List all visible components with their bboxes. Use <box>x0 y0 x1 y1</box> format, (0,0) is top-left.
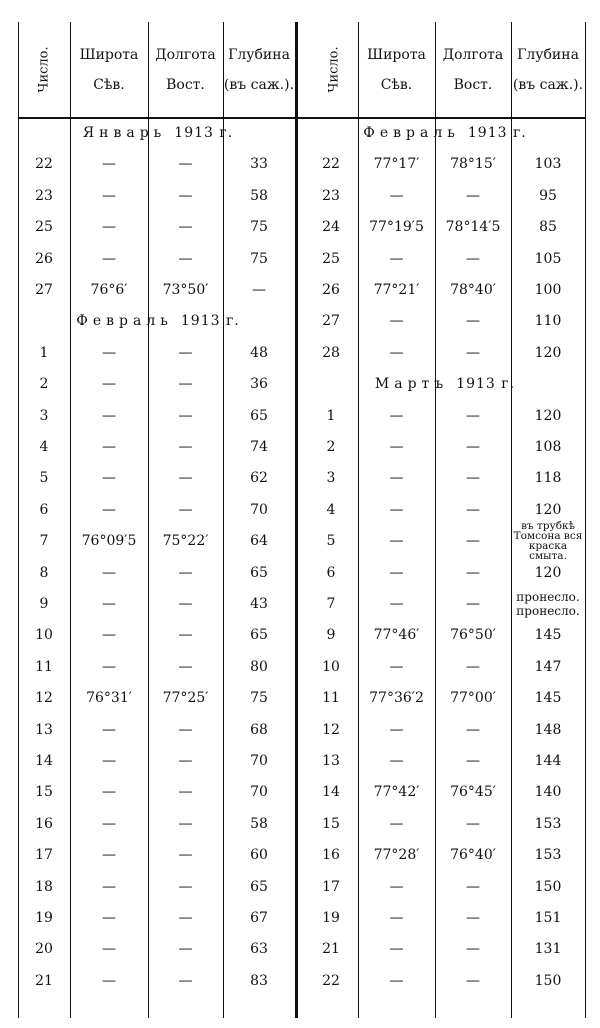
row-depth: 70 <box>250 752 268 769</box>
row-longitude: — <box>178 721 193 738</box>
row-longitude: 77°00′ <box>450 689 496 706</box>
row-number: 16 <box>35 815 53 832</box>
row-longitude: — <box>178 187 193 204</box>
row-longitude: — <box>178 940 193 957</box>
table-row <box>304 462 586 493</box>
row-latitude: — <box>389 407 404 424</box>
row-number: 9 <box>39 595 49 612</box>
row-number: 19 <box>35 909 53 926</box>
table-row <box>304 180 586 211</box>
row-latitude: — <box>102 501 116 518</box>
row-number: 18 <box>35 878 53 895</box>
row-latitude: — <box>102 407 116 424</box>
left-table <box>18 22 298 1018</box>
row-latitude: — <box>102 658 116 675</box>
row-number: 10 <box>322 658 340 675</box>
row-longitude: — <box>178 595 193 612</box>
row-depth: 75 <box>250 250 268 267</box>
row-depth: 103 <box>534 155 562 172</box>
row-latitude: — <box>389 878 404 895</box>
row-longitude: 75°22′ <box>162 532 209 549</box>
row-latitude: — <box>389 564 404 581</box>
row-number: 12 <box>322 721 340 738</box>
row-longitude: 73°50′ <box>162 281 209 298</box>
row-depth: 110 <box>534 312 562 329</box>
table-row <box>18 462 298 493</box>
header-longitude <box>148 22 223 117</box>
row-longitude: — <box>466 250 480 267</box>
table-row <box>304 337 586 368</box>
row-latitude: — <box>389 501 404 518</box>
row-number: 23 <box>35 187 53 204</box>
table-row <box>304 243 586 274</box>
row-depth: 150 <box>534 972 562 989</box>
row-longitude: — <box>466 187 480 204</box>
table-row <box>18 211 298 242</box>
row-number: 26 <box>322 281 340 298</box>
row-latitude: — <box>102 438 116 455</box>
row-number: 9 <box>326 626 336 643</box>
header-longitude-line1: Долгота <box>442 46 504 63</box>
row-depth: 74 <box>250 438 268 455</box>
row-latitude: — <box>102 940 116 957</box>
row-latitude: — <box>102 595 116 612</box>
row-number: 6 <box>39 501 49 518</box>
row-longitude: — <box>178 815 193 832</box>
row-depth: 58 <box>250 815 268 832</box>
header-depth-line2: (въ саж.). <box>512 76 584 93</box>
row-depth: 70 <box>250 783 268 800</box>
row-latitude: — <box>102 783 116 800</box>
month-name: Январь <box>82 124 167 141</box>
row-longitude: — <box>466 501 480 518</box>
row-number: 21 <box>322 940 340 957</box>
row-number: 14 <box>35 752 53 769</box>
row-latitude: — <box>102 344 116 361</box>
row-latitude: 76°31′ <box>86 689 132 706</box>
row-depth: 64 <box>250 532 268 549</box>
table-row <box>304 211 586 242</box>
row-depth: 120 <box>534 564 562 581</box>
table-row <box>18 588 298 619</box>
row-depth: 147 <box>534 658 562 675</box>
depth-sounding-table <box>18 22 586 1018</box>
row-longitude: — <box>466 469 480 486</box>
row-latitude: — <box>389 595 404 612</box>
month-year: 1913 г. <box>456 375 516 392</box>
month-name: Февраль <box>76 312 173 329</box>
header-number-text: Число. <box>326 46 342 93</box>
row-latitude: 77°36′2 <box>369 689 424 706</box>
row-number: 4 <box>326 501 336 518</box>
table-row <box>18 180 298 211</box>
row-longitude: — <box>178 155 193 172</box>
row-longitude: — <box>466 940 480 957</box>
table-row <box>18 933 298 964</box>
row-latitude: — <box>102 752 116 769</box>
month-year: 1913 г. <box>180 312 240 329</box>
row-latitude: — <box>102 469 116 486</box>
table-row <box>18 243 298 274</box>
row-depth: 131 <box>534 940 562 957</box>
row-number: 19 <box>322 909 340 926</box>
table-row <box>18 557 298 588</box>
row-number: 11 <box>322 689 340 706</box>
row-depth: 148 <box>534 721 562 738</box>
row-depth: 65 <box>250 564 268 581</box>
row-number: 5 <box>326 532 336 549</box>
header-latitude-line2: Сѣв. <box>93 76 125 93</box>
row-depth: 33 <box>250 155 268 172</box>
row-number: 22 <box>322 972 340 989</box>
row-number: 11 <box>35 658 53 675</box>
row-number: 14 <box>322 783 340 800</box>
row-longitude: 76°45′ <box>450 783 496 800</box>
table-row <box>304 933 586 964</box>
row-longitude: — <box>466 532 480 549</box>
row-longitude: — <box>178 564 193 581</box>
table-row <box>304 776 586 807</box>
table-row <box>304 871 586 902</box>
row-longitude: — <box>178 469 193 486</box>
row-latitude: — <box>102 815 116 832</box>
table-row <box>304 839 586 870</box>
table-row <box>18 525 298 556</box>
row-depth: 65 <box>250 878 268 895</box>
row-depth: 80 <box>250 658 268 675</box>
row-depth: 118 <box>534 469 562 486</box>
row-number: 1 <box>326 407 336 424</box>
row-longitude: — <box>178 375 193 392</box>
row-number: 10 <box>35 626 53 643</box>
row-longitude: — <box>178 501 193 518</box>
row-longitude: — <box>466 438 480 455</box>
table-row <box>304 557 586 588</box>
header-latitude-line1: Широта <box>79 46 139 63</box>
header-depth <box>223 22 295 117</box>
table-row <box>18 274 298 305</box>
header-number-text: Число. <box>36 46 52 93</box>
row-latitude: — <box>389 940 404 957</box>
table-row <box>304 588 586 619</box>
row-longitude: — <box>178 218 193 235</box>
row-latitude: — <box>102 878 116 895</box>
row-depth: 145 <box>534 626 562 643</box>
month-section-heading <box>18 305 298 336</box>
row-number: 8 <box>39 564 49 581</box>
row-longitude: 78°40′ <box>450 281 496 298</box>
row-latitude: — <box>389 469 404 486</box>
row-latitude: — <box>389 721 404 738</box>
table-row <box>18 714 298 745</box>
row-number: 17 <box>35 846 53 863</box>
row-longitude: — <box>178 972 193 989</box>
table-row <box>304 714 586 745</box>
table-row <box>18 745 298 776</box>
row-number: 5 <box>39 469 49 486</box>
row-latitude: 76°6′ <box>90 281 128 298</box>
row-depth: 108 <box>534 438 562 455</box>
table-row <box>304 808 586 839</box>
header-longitude-line2: Вост. <box>453 76 493 93</box>
row-depth: 43 <box>250 595 268 612</box>
table-row <box>18 682 298 713</box>
row-depth: 120 <box>534 407 562 424</box>
header-latitude-line2: Сѣв. <box>380 76 413 93</box>
table-row <box>18 839 298 870</box>
header-depth-line1: Глубина <box>517 46 579 63</box>
table-row <box>18 431 298 462</box>
row-longitude: — <box>178 407 193 424</box>
row-depth: 63 <box>250 940 268 957</box>
row-latitude: — <box>102 250 116 267</box>
table-row <box>304 519 586 562</box>
row-longitude: 76°40′ <box>450 846 496 863</box>
table-row <box>304 400 586 431</box>
row-number: 2 <box>39 375 49 392</box>
row-latitude: — <box>102 218 116 235</box>
row-latitude: — <box>389 972 404 989</box>
row-number: 15 <box>35 783 53 800</box>
row-longitude: — <box>466 815 480 832</box>
row-latitude: 77°42′ <box>373 783 420 800</box>
row-number: 13 <box>35 721 53 738</box>
row-longitude: — <box>466 595 480 612</box>
header-latitude-line1: Широта <box>367 46 426 63</box>
row-longitude: — <box>466 972 480 989</box>
row-latitude: — <box>389 250 404 267</box>
row-depth: въ трубкѣ Томсона вся краска смыта. <box>513 519 583 562</box>
table-row <box>18 494 298 525</box>
right-table <box>304 22 586 1018</box>
row-number: 3 <box>326 469 336 486</box>
row-longitude: — <box>466 878 480 895</box>
row-depth: 85 <box>539 218 557 235</box>
row-number: 20 <box>35 940 53 957</box>
row-longitude: 78°14′5 <box>445 218 501 235</box>
row-latitude: — <box>102 721 116 738</box>
row-number: 25 <box>322 250 340 267</box>
row-depth: 65 <box>250 407 268 424</box>
row-number: 28 <box>322 344 340 361</box>
table-row <box>304 902 586 933</box>
row-depth: 151 <box>534 909 562 926</box>
row-depth: 105 <box>534 250 562 267</box>
row-longitude: — <box>466 909 480 926</box>
row-number: 7 <box>326 595 336 612</box>
header-depth-line2: (въ саж.). <box>223 76 295 93</box>
header-depth-line1: Глубина <box>228 46 290 63</box>
row-latitude: — <box>389 344 404 361</box>
row-latitude: 77°21′ <box>373 281 420 298</box>
row-latitude: — <box>102 155 116 172</box>
row-latitude: — <box>389 909 404 926</box>
header-number <box>316 22 352 117</box>
row-longitude: 78°15′ <box>450 155 496 172</box>
row-number: 16 <box>322 846 340 863</box>
row-latitude: — <box>102 972 116 989</box>
row-depth: 58 <box>250 187 268 204</box>
row-longitude: — <box>466 752 480 769</box>
row-number: 22 <box>322 155 340 172</box>
table-row <box>304 274 586 305</box>
row-longitude: 76°50′ <box>450 626 496 643</box>
table-row <box>18 368 298 399</box>
row-number: 4 <box>39 438 49 455</box>
row-longitude: — <box>178 783 193 800</box>
table-row <box>304 651 586 682</box>
row-latitude: — <box>389 815 404 832</box>
row-number: 25 <box>35 218 53 235</box>
month-year: 1913 г. <box>467 124 527 141</box>
row-latitude: 77°46′ <box>373 626 420 643</box>
row-number: 27 <box>322 312 340 329</box>
table-row <box>18 651 298 682</box>
row-longitude: — <box>178 250 193 267</box>
table-row <box>18 619 298 650</box>
row-latitude: — <box>102 187 116 204</box>
row-depth: 153 <box>534 846 562 863</box>
row-longitude: — <box>466 658 480 675</box>
table-row <box>304 619 586 650</box>
row-number: 21 <box>35 972 53 989</box>
row-depth: 140 <box>534 783 562 800</box>
row-depth: 75 <box>250 218 268 235</box>
header-longitude-line2: Вост. <box>166 76 205 93</box>
header-longitude-line1: Долгота <box>155 46 216 63</box>
row-latitude: — <box>389 187 404 204</box>
row-longitude: — <box>178 626 193 643</box>
table-row <box>18 776 298 807</box>
row-latitude: 77°28′ <box>373 846 420 863</box>
row-depth: 62 <box>250 469 268 486</box>
row-number: 12 <box>35 689 53 706</box>
row-longitude: — <box>466 721 480 738</box>
row-latitude: — <box>102 846 116 863</box>
row-number: 17 <box>322 878 340 895</box>
table-row <box>18 965 298 996</box>
row-depth: 60 <box>250 846 268 863</box>
row-latitude: — <box>102 375 116 392</box>
row-latitude: — <box>102 626 116 643</box>
row-depth: 65 <box>250 626 268 643</box>
row-depth: 36 <box>250 375 268 392</box>
table-row <box>304 148 586 179</box>
row-longitude: — <box>178 878 193 895</box>
row-depth: 150 <box>534 878 562 895</box>
row-depth: 100 <box>534 281 562 298</box>
month-section-heading <box>304 117 586 148</box>
row-latitude: 76°09′5 <box>81 532 137 549</box>
row-depth: 120 <box>534 501 562 518</box>
header-latitude <box>358 22 435 117</box>
row-depth: 67 <box>250 909 268 926</box>
row-number: 13 <box>322 752 340 769</box>
row-number: 22 <box>35 155 53 172</box>
row-longitude: — <box>466 564 480 581</box>
row-longitude: — <box>178 846 193 863</box>
table-row <box>304 745 586 776</box>
header-longitude <box>435 22 511 117</box>
row-depth: 144 <box>534 752 562 769</box>
row-number: 2 <box>326 438 336 455</box>
row-latitude: 77°19′5 <box>369 218 424 235</box>
table-row <box>304 965 586 996</box>
row-latitude: — <box>389 438 404 455</box>
row-depth: 153 <box>534 815 562 832</box>
row-number: 15 <box>322 815 340 832</box>
row-number: 23 <box>322 187 340 204</box>
row-depth: 75 <box>250 689 268 706</box>
row-depth: 48 <box>250 344 268 361</box>
header-depth <box>511 22 585 117</box>
row-number: 26 <box>35 250 53 267</box>
row-longitude: — <box>178 438 193 455</box>
month-section-heading <box>304 368 586 399</box>
row-number: 1 <box>39 344 49 361</box>
row-latitude: — <box>102 564 116 581</box>
table-row <box>304 431 586 462</box>
row-number: 3 <box>39 407 49 424</box>
month-name: Мартъ <box>374 375 449 392</box>
row-number: 7 <box>39 532 49 549</box>
table-row <box>18 400 298 431</box>
month-year: 1913 г. <box>174 124 234 141</box>
row-depth: 83 <box>250 972 268 989</box>
row-longitude: — <box>466 344 480 361</box>
row-number: 27 <box>35 281 53 298</box>
row-longitude: — <box>466 407 480 424</box>
row-depth: 145 <box>534 689 562 706</box>
row-latitude: — <box>389 312 404 329</box>
table-row <box>18 808 298 839</box>
row-latitude: — <box>389 752 404 769</box>
table-row <box>18 871 298 902</box>
row-depth: пронесло. пронесло. <box>516 589 580 618</box>
row-latitude: — <box>389 658 404 675</box>
row-latitude: — <box>102 909 116 926</box>
row-longitude: — <box>178 658 193 675</box>
row-depth: — <box>252 281 266 298</box>
row-number: 6 <box>326 564 336 581</box>
row-latitude: 77°17′ <box>373 155 420 172</box>
table-row <box>304 682 586 713</box>
row-longitude: — <box>178 752 193 769</box>
table-row <box>18 337 298 368</box>
row-depth: 70 <box>250 501 268 518</box>
row-longitude: — <box>466 312 480 329</box>
header-number <box>26 22 62 117</box>
month-section-heading <box>18 117 298 148</box>
row-longitude: — <box>178 909 193 926</box>
header-latitude <box>70 22 148 117</box>
row-longitude: 77°25′ <box>162 689 209 706</box>
row-number: 24 <box>322 218 340 235</box>
row-latitude: — <box>389 532 404 549</box>
table-row <box>304 305 586 336</box>
table-row <box>18 148 298 179</box>
row-longitude: — <box>178 344 193 361</box>
month-name: Февраль <box>363 124 460 141</box>
table-row <box>18 902 298 933</box>
row-depth: 95 <box>539 187 557 204</box>
row-depth: 120 <box>534 344 562 361</box>
row-depth: 68 <box>250 721 268 738</box>
